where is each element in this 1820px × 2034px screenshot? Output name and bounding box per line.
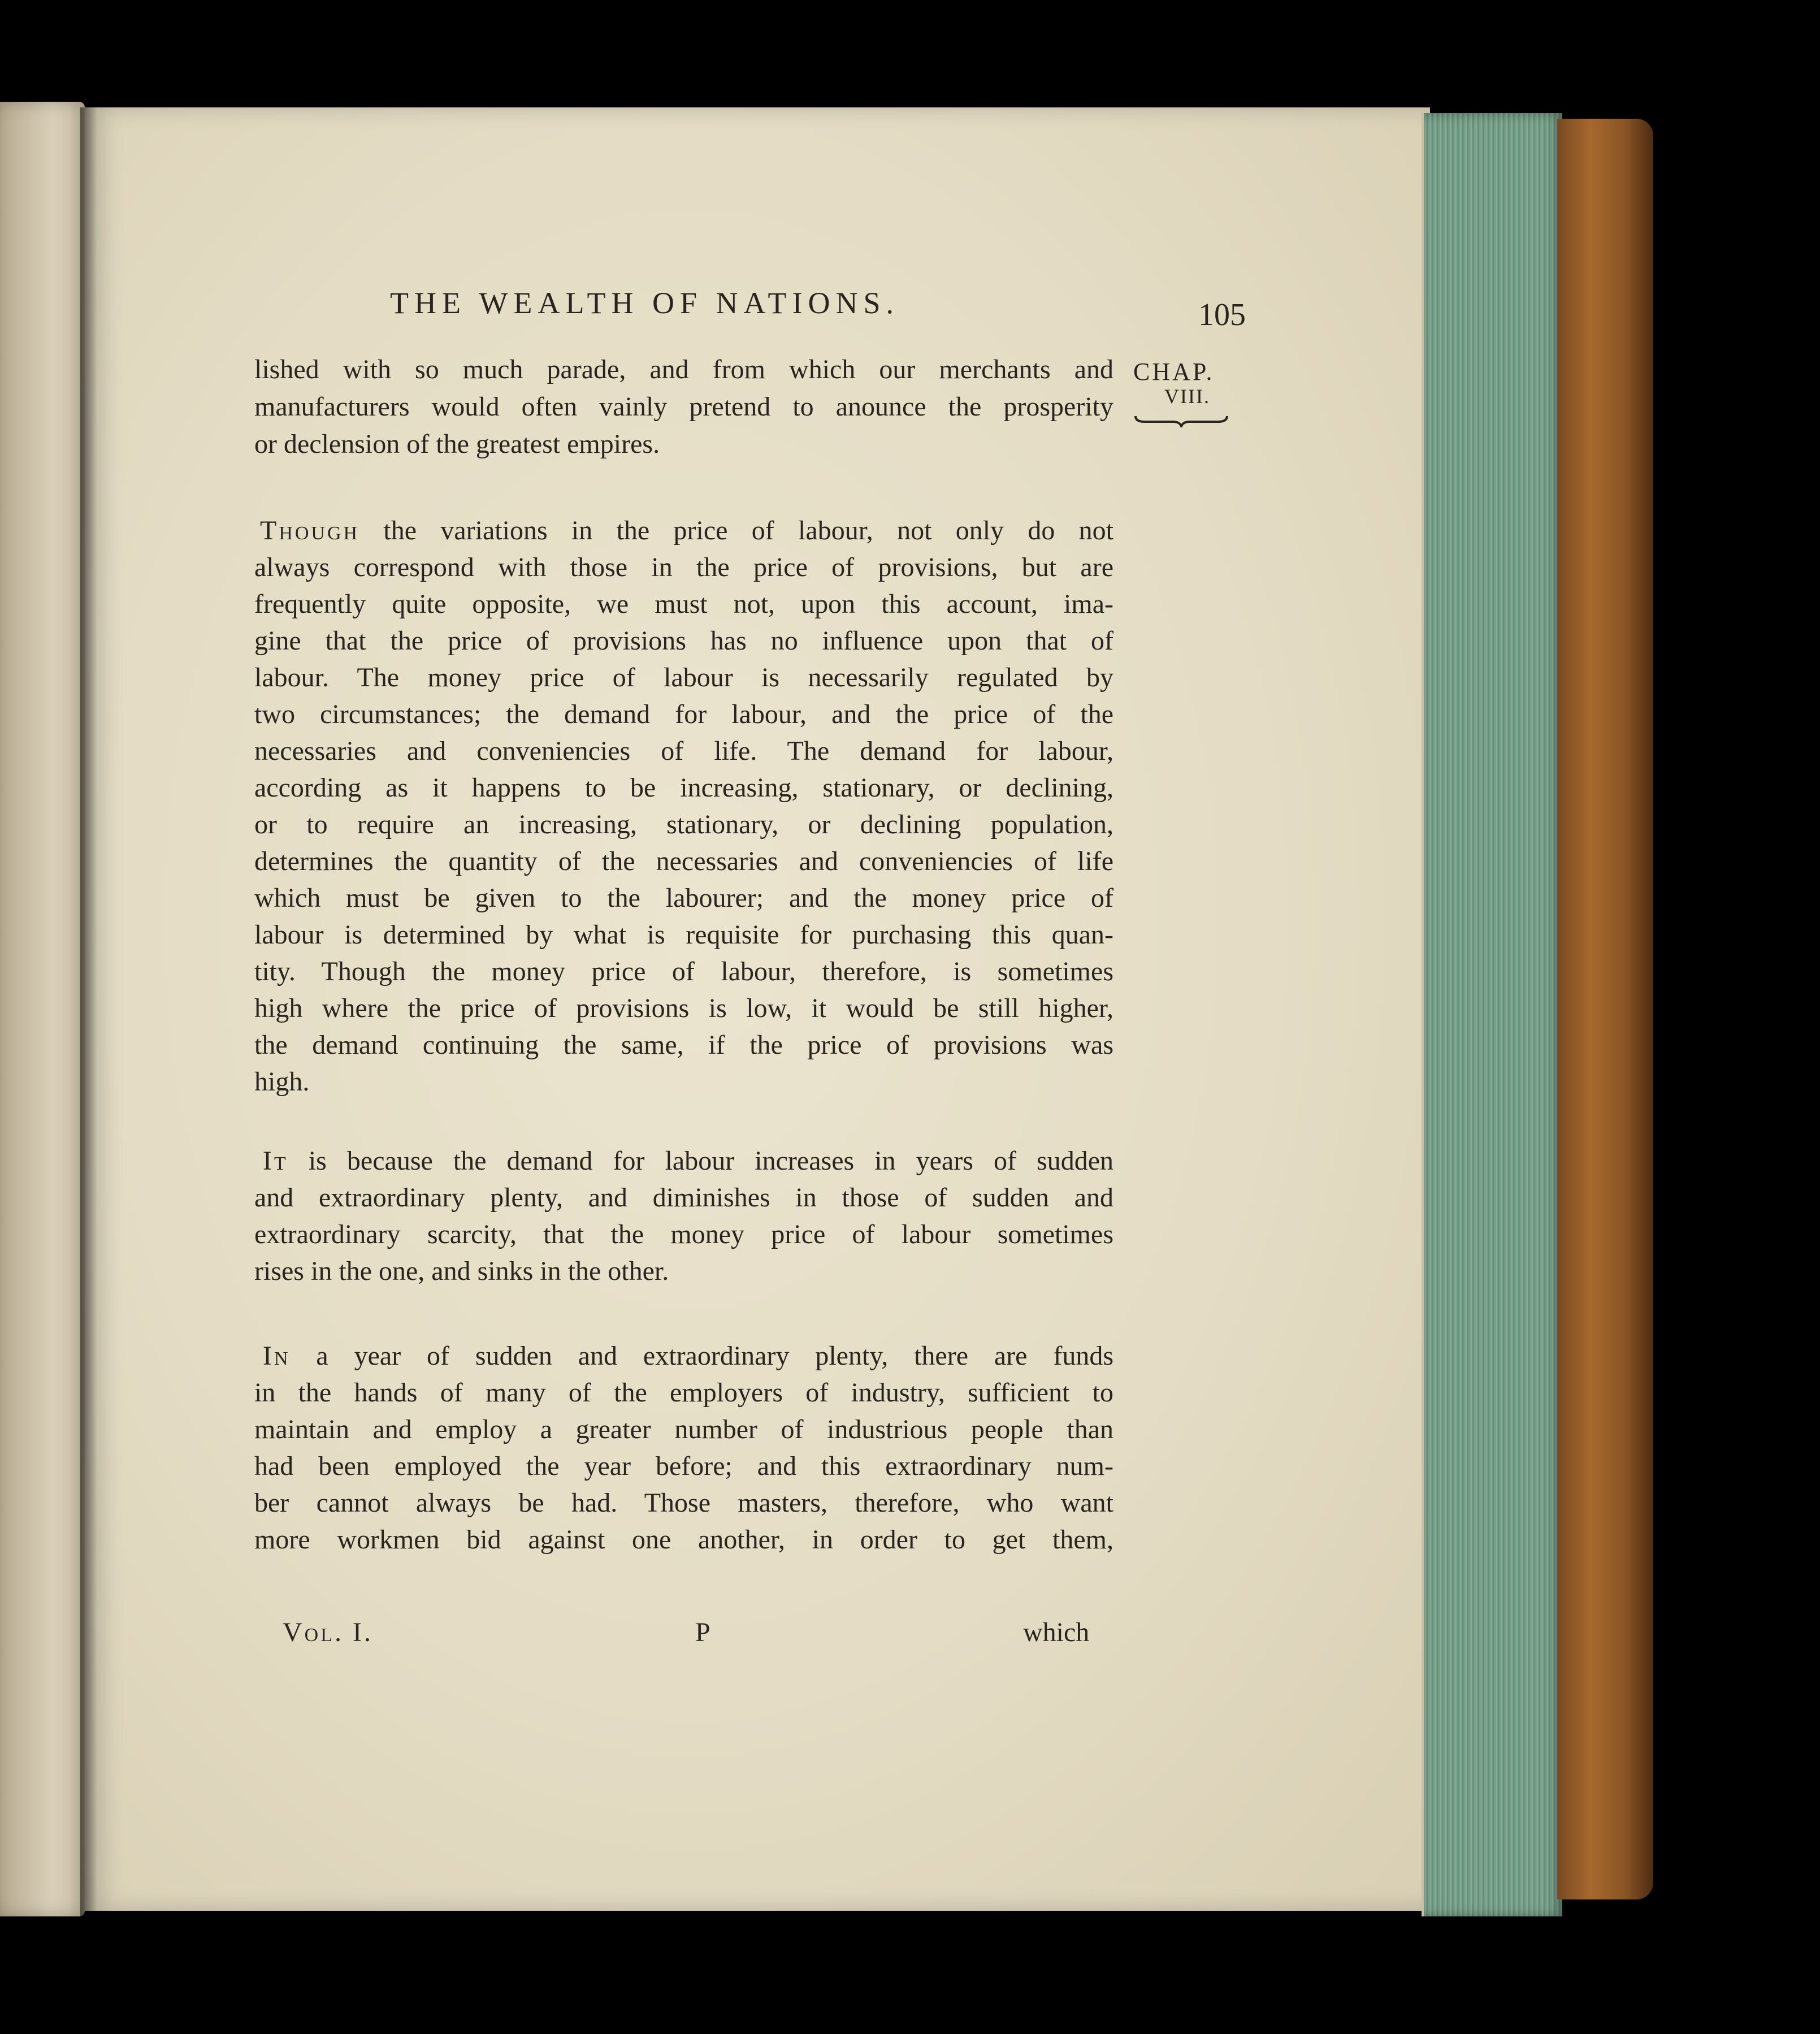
text-line: labour. The money price of labour is necessarily regulated by [254, 663, 1113, 693]
text-line: necessaries and conveniencies of life. The demand for labour, [254, 736, 1113, 766]
text-line: two circumstances; the demand for labour, and the price of the [254, 699, 1113, 729]
text-line: manufacturers would often vainly pretend to anounce the prosperity [254, 392, 1113, 422]
text-line: or to require an increasing, stationary, or declining population, [254, 810, 1113, 839]
running-head: THE WEALTH OF NATIONS. [390, 286, 899, 320]
text-line: maintain and employ a greater number of industrious people than [254, 1414, 1113, 1444]
text-line: determines the quantity of the necessaries and conveniencies of life [254, 846, 1113, 876]
text-line [260, 517, 1113, 544]
margin-brace-ornament [1133, 405, 1229, 427]
text-line: which must be given to the labourer; and the money price of [254, 883, 1113, 913]
text-line: had been employed the year before; and this extraordinary num- [254, 1451, 1113, 1481]
paragraph-lead: Though [260, 516, 360, 546]
paragraph-lead: It [263, 1146, 288, 1176]
text-line [263, 1343, 1113, 1370]
volume-label: Vol. I. [283, 1617, 373, 1647]
page-gutter-shadow [80, 107, 97, 1916]
text-run: is because the demand for labour increases in years of sudden [288, 1146, 1113, 1176]
text-line: and extraordinary plenty, and diminishes in those of sudden and [254, 1183, 1113, 1213]
text-line: according as it happens to be increasing, stationary, or declining, [254, 773, 1113, 803]
text-line: high. [254, 1067, 310, 1097]
text-line: lished with so much parade, and from which our merchants and [254, 354, 1113, 384]
text-line: the demand continuing the same, if the price of provisions was [254, 1030, 1113, 1060]
text-line: high where the price of provisions is low, it would be still higher, [254, 993, 1113, 1023]
margin-chapter-number: VIII. [1164, 385, 1210, 408]
text-line: frequently quite opposite, we must not, upon this account, ima- [254, 589, 1113, 619]
text-line: rises in the one, and sinks in the other. [254, 1256, 669, 1286]
text-line: or declension of the greatest empires. [254, 429, 660, 459]
text-line: always correspond with those in the price of provisions, but are [254, 552, 1113, 582]
signature-mark: P [695, 1617, 710, 1647]
paragraph-lead: In [263, 1341, 291, 1371]
text-line: gine that the price of provisions has no influence upon that of [254, 626, 1113, 656]
text-line: tity. Though the money price of labour, therefore, is sometimes [254, 957, 1113, 986]
text-line: labour is determined by what is requisite for purchasing this quan- [254, 920, 1113, 950]
previous-page-edge [0, 102, 85, 1916]
text-line: extraordinary scarcity, that the money price of labour sometimes [254, 1219, 1113, 1249]
text-run: a year of sudden and extraordinary plenty, there are funds [290, 1341, 1113, 1371]
margin-chapter-label: CHAP. [1133, 358, 1215, 386]
book-fore-edge [1422, 113, 1562, 1916]
text-line: more workmen bid against one another, in order to get them, [254, 1525, 1113, 1555]
body-text [254, 0, 1113, 2034]
page-number: 105 [1198, 297, 1246, 332]
leather-binding [1557, 119, 1653, 1899]
catchword: which [1023, 1617, 1090, 1647]
text-line [263, 1148, 1113, 1175]
text-line: in the hands of many of the employers of industry, sufficient to [254, 1378, 1113, 1408]
text-line: ber cannot always be had. Those masters, therefore, who want [254, 1488, 1113, 1518]
text-run: the variations in the price of labour, not only do not [359, 516, 1113, 546]
